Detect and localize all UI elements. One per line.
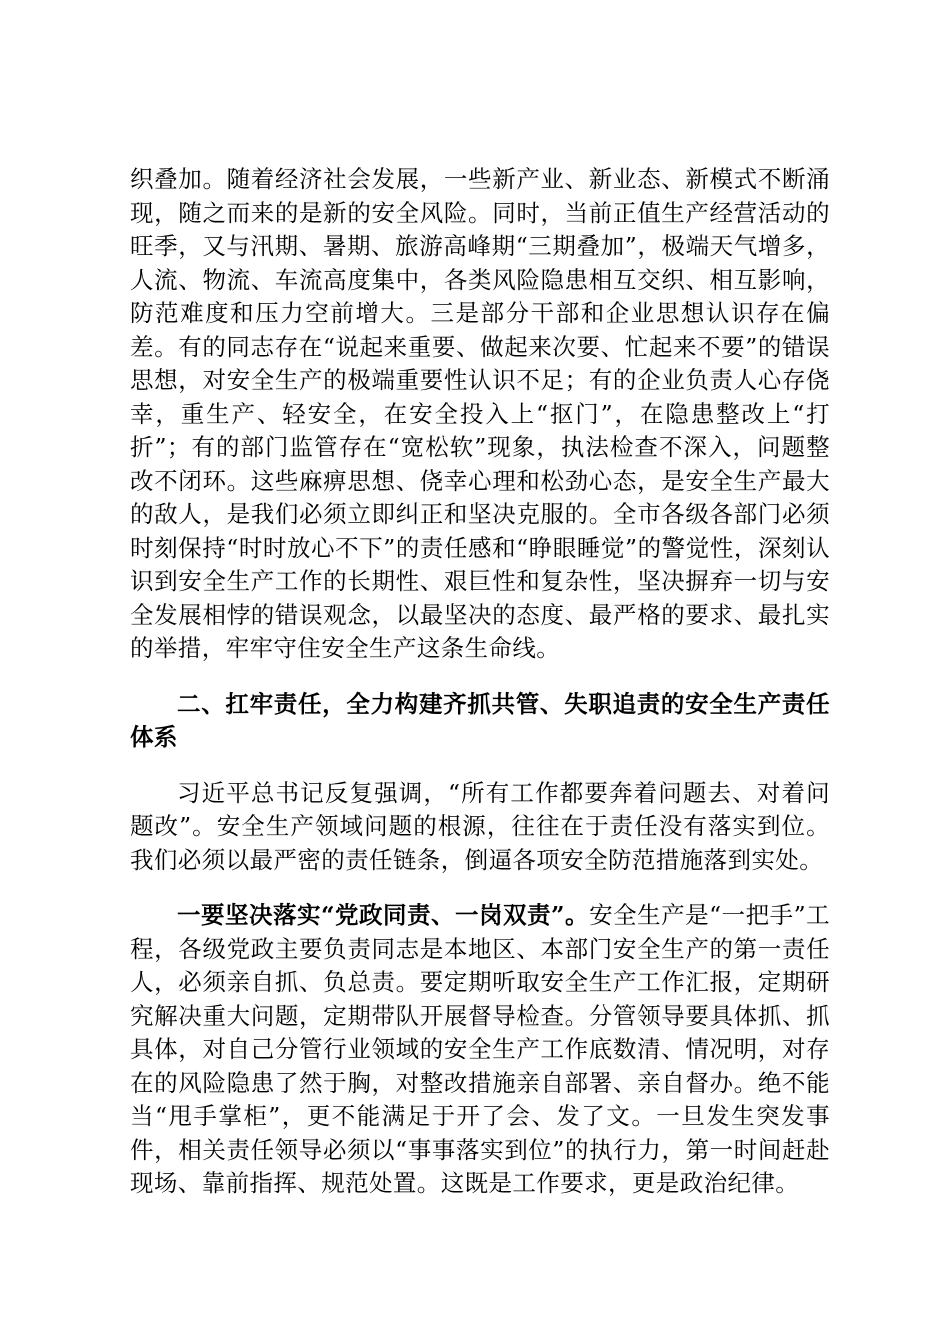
first-point-lead: 一要坚决落实“党政同责、一岗双责”。 (177, 901, 590, 929)
first-point-body: 安全生产是“一把手”工程，各级党政主要负责同志是本地区、本部门安全生产的第一责任人，必须亲自抓、负总责。要定期听取安全生产工作汇报，定期研究解决重大问题，定期带队开展督导检查。分管领导要具体抓、抓具体，对自己分管行业领域的安全生产工作底数清、情况明，对存在的风险隐患了然于胸，对整改措施亲自部署、亲自督办。绝不能当“甩手掌柜”，更不能满足于开了会、发了文。一旦发生突发事件，相关责任领导必须以“事事落实到位”的执行力，第一时间赶赴现场、靠前指挥、规范处置。这既是工作要求，更是政治纪律。 (130, 901, 831, 1197)
first-point-paragraph (130, 899, 830, 1201)
document-body (130, 163, 830, 1201)
section-heading: 二、扛牢责任，全力构建齐抓共管、失职追责的安全生产责任体系 (130, 689, 830, 751)
continued-paragraph: 织叠加。随着经济社会发展，一些新产业、新业态、新模式不断涌现，随之而来的是新的安全风险。同时，当前正值生产经营活动的旺季，又与汛期、暑期、旅游高峰期“三期叠加”，极端天气增多，人流、物流、车流高度集中，各类风险隐患相互交织、相互影响，防范难度和压力空前增大。三是部分干部和企业思想认识存在偏差。有的同志存在“说起来重要、做起来次要、忙起来不要”的错误思想，对安全生产的极端重要性认识不足；有的企业负责人心存侥幸，重生产、轻安全，在安全投入上“抠门”，在隐患整改上“打折”；有的部门监管存在“宽松软”现象，执法检查不深入，问题整改不闭环。这些麻痹思想、侥幸心理和松劲心态，是安全生产最大的敌人，是我们必须立即纠正和坚决克服的。全市各级各部门必须时刻保持“时时放心不下”的责任感和“睁眼睡觉”的警觉性，深刻认识到安全生产工作的长期性、艰巨性和复杂性，坚决摒弃一切与安全发展相悖的错误观念，以最坚决的态度、最严格的要求、最扎实的举措，牢牢守住安全生产这条生命线。 (130, 165, 830, 662)
intro-paragraph: 习近平总书记反复强调，“所有工作都要奔着问题去、对着问题改”。安全生产领域问题的根源，往往在于责任没有落实到位。我们必须以最严密的责任链条，倒逼各项安全防范措施落到实处。 (130, 778, 830, 874)
